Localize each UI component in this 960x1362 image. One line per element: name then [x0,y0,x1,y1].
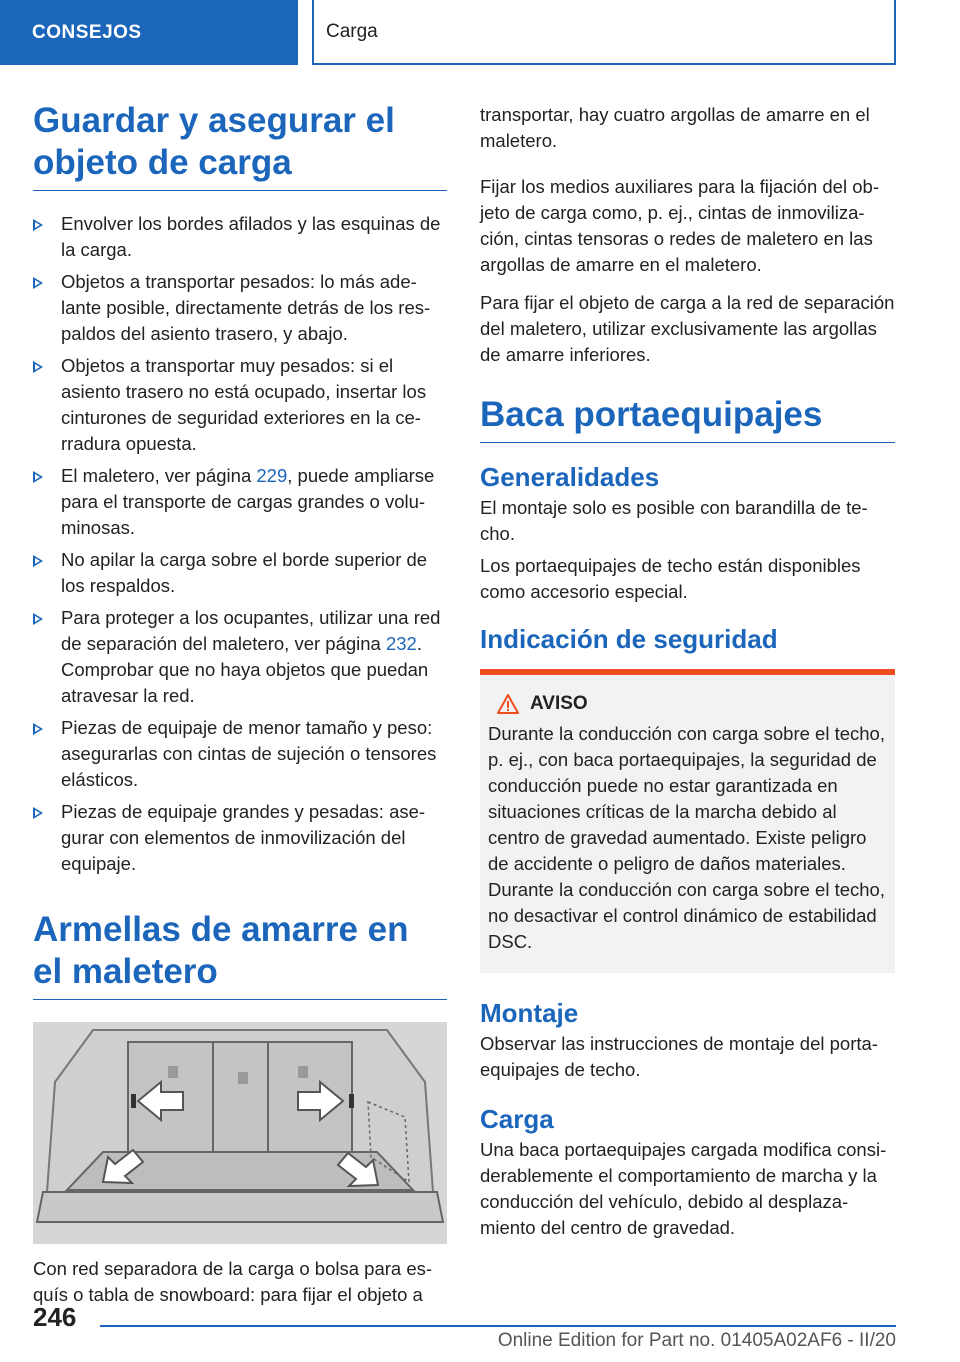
triangle-bullet-icon [33,723,43,735]
triangle-bullet-icon [33,361,43,373]
chapter-title: Carga [326,20,378,42]
section-tab [0,0,298,65]
triangle-bullet-icon [33,277,43,289]
paragraph: Los portaequipajes de techo están disponibles como accesorio especial. [480,555,861,602]
heading-guardar: Guardar y asegurar el objeto de carga [33,100,447,191]
triangle-bullet-icon [33,471,43,483]
heading-generalidades: Generalidades [480,462,660,492]
right-column [480,100,895,1241]
list-item: Piezas de equipaje grandes y pesadas: asegurar con elementos de inmovilización del equipaje. [33,799,447,877]
heading-montaje: Montaje [480,998,579,1028]
warning-triangle-icon [496,693,520,715]
list-item: Para proteger a los ocupantes, utilizar una red de separación del maletero, ver página 232. Comprobar que no haya objetos que puedan atravesar la red. [33,605,447,709]
paragraph: transportar, hay cuatro argollas de amarre en el maletero. [480,104,870,151]
warning-title: AVISO [530,693,588,714]
bullet-list [33,211,447,877]
list-item: Objetos a transportar pesados: lo más adelante posible, directamente detrás de los respaldos del asiento trasero, y abajo. [33,269,447,347]
page-number: 246 [33,1302,77,1332]
trunk-illustration [33,1022,447,1244]
chapter-header [312,0,896,65]
warning-box [480,669,895,973]
list-item: Envolver los bordes afilados y las esquinas de la carga. [33,211,447,263]
list-item: Piezas de equipaje de menor tamaño y peso: asegurarlas con cintas de sujeción o tensores elásticos. [33,715,447,793]
section-label: CONSEJOS [32,21,142,43]
triangle-bullet-icon [33,613,43,625]
heading-indicacion: Indicación de seguridad [480,624,778,654]
left-column [33,100,447,1308]
paragraph: El montaje solo es posible con barandilla de techo. [480,497,868,544]
paragraph: Fijar los medios auxiliares para la fijación del objeto de carga como, p. ej., cintas de inmovilización, cintas tensoras o redes de maletero en las argollas de amarre en el maletero. [480,176,879,275]
page-link-232[interactable]: 232 [385,633,417,654]
list-item: Objetos a transportar muy pesados: si el asiento trasero no está ocupado, insertar los cinturones de seguridad exteriores en la cerradura opuesta. [33,353,447,457]
figure-caption: Con red separadora de la carga o bolsa para esquís o tabla de snowboard: para fijar el objeto a [33,1258,433,1305]
paragraph: Para fijar el objeto de carga a la red de separación del maletero, utilizar exclusivamente las argollas de amarre inferiores. [480,292,895,365]
warning-text: Durante la conducción con carga sobre el techo, no desactivar el control dinámico de estabilidad DSC. [488,879,885,952]
heading-armellas: Armellas de amarre en el maletero [33,909,447,1000]
triangle-bullet-icon [33,219,43,231]
paragraph: Observar las instrucciones de montaje del portaequipajes de techo. [480,1033,878,1080]
triangle-bullet-icon [33,807,43,819]
heading-carga: Carga [480,1104,554,1134]
warning-text: Durante la conducción con carga sobre el techo, p. ej., con baca portaequipajes, la seguridad de conducción puede no estar garantizada en situaciones críticas de la marcha debido al centro de gravedad aumentado. Existe peligro de accidente o peligro de daños materiales. [488,723,885,874]
triangle-bullet-icon [33,555,43,567]
footer-edition: Online Edition for Part no. 01405A02AF6 - II/20 [497,1330,896,1351]
paragraph: Una baca portaequipajes cargada modifica considerablemente el comportamiento de marcha y la conducción del vehículo, debido al desplazamiento del centro de gravedad. [480,1139,887,1238]
footer-rule [100,1325,896,1327]
heading-baca: Baca portaequipajes [480,394,895,443]
list-item: No apilar la carga sobre el borde superior de los respaldos. [33,547,447,599]
page-link-229[interactable]: 229 [256,465,288,486]
trunk-figure [33,1022,447,1244]
warning-title-row [488,693,887,715]
list-item: El maletero, ver página 229, puede ampliarse para el transporte de cargas grandes o voluminosas. [33,463,447,541]
